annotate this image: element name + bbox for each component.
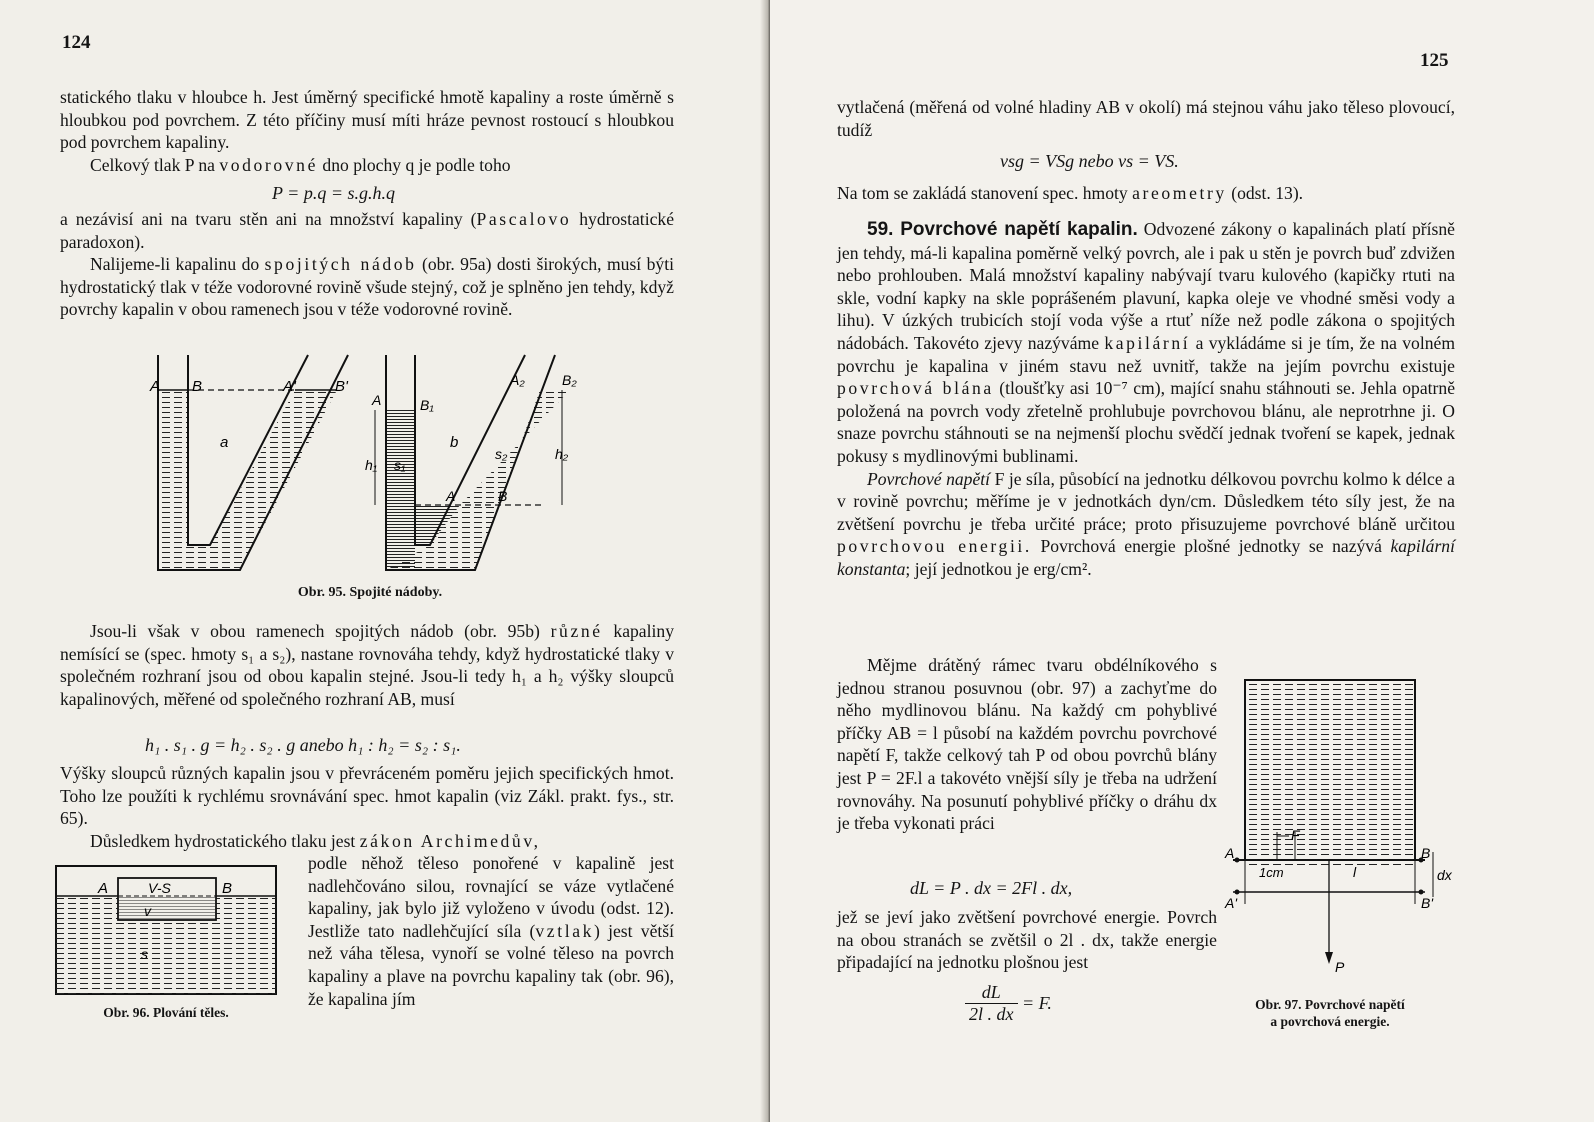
left-text-lower2: [60, 762, 674, 852]
left-page: [0, 0, 770, 1122]
right-text-bottom: jež se jeví jako zvětšení povrchové energie. Povrch na obou stranách se zvětšil o 2l . dx, takže energie připadající na jednotku plošnou jest: [837, 907, 1217, 973]
label-h1: h₁: [365, 457, 378, 473]
right-page: [770, 0, 1594, 1122]
label-F: F: [1291, 827, 1300, 843]
label-B2: B₂: [562, 372, 577, 388]
label-s1: s₁: [394, 457, 406, 473]
equation-pressure: P = p.q = s.g.h.q: [272, 183, 395, 203]
label-A: A: [150, 378, 161, 395]
left-text-top: [60, 86, 674, 176]
label-h2: h₂: [555, 446, 569, 462]
right-text-wrap: [837, 654, 1217, 835]
section-heading: 59. Povrchové napětí kapalin.: [867, 219, 1138, 240]
left-text-mid: [60, 208, 674, 321]
fraction-rhs: = F.: [1022, 993, 1052, 1013]
paragraph: Důsledkem hydrostatického tlaku jest zákon Archimedův,: [90, 830, 541, 851]
equation-float: vsg = VSg nebo vs = VS.: [1000, 151, 1179, 171]
label-s2: s₂: [495, 446, 508, 462]
figure-95-connected-vessels: [150, 355, 600, 585]
paragraph: Jsou-li však v obou ramenech spojitých nádob (obr. 95b) různé kapaliny nemísící se (spec. hmoty s₁ a s₂), nastane rovnováha tehdy, když hydrostatické tlaky v společném rozhraní jsou od obou kapalin stejné. Jsou-li tedy h₁ a h₂ výšky sloupců kapalinových, měřené od společného rozhraní AB, musí: [60, 621, 674, 709]
figure-96-floating-body: [56, 866, 276, 996]
label-A-prime: A': [1225, 895, 1238, 911]
paragraph: Mějme drátěný rámec tvaru obdélníkového s jednou stranou posuvnou (obr. 97) a zachyťme do něho mydlinovou blánu. Na každý cm pohyblivé příčky AB = l působí na každém povrchu povrchové napětí F, takže celkový tah P od obou povrchů blány jest P = 2F.l a takovéto vnější síly je třeba na udržení rovnováhy. Na posunutí pohyblivé příčky o dráhu dx je třeba vykonati práci: [837, 655, 1217, 834]
right-text-top: vytlačená (měřená od volné hladiny AB v okolí) má stejnou váhu jako těleso plovoucí, tudíž: [837, 97, 1455, 140]
label-B: B: [1421, 845, 1431, 861]
paragraph: Nalijeme-li kapalinu do spojitých nádob (obr. 95a) dosti širokých, musí býti hydrostatický tlak v téže vodorovné rovině všude stejný, což je splněno jen tehdy, když povrchy kapalin v obou ramenech jsou v téže vodorovné rovině.: [60, 254, 674, 320]
figure-97-surface-tension: [1225, 672, 1465, 992]
right-text-2: [837, 182, 1455, 205]
label-A2: A₂: [510, 372, 525, 388]
label-s: s: [141, 946, 148, 962]
label-B-prime: B': [335, 378, 348, 395]
label-B: B: [222, 880, 233, 897]
label-a: a: [220, 434, 229, 451]
label-dx: dx: [1437, 867, 1452, 883]
right-text-section: [837, 218, 1455, 581]
label-A-interface: A: [446, 488, 456, 504]
paragraph: Celkový tlak P na vodorovné dno plochy q je podle toho: [90, 154, 511, 175]
label-A-prime: A': [283, 378, 296, 395]
figure-95-caption: Obr. 95. Spojité nádoby.: [297, 585, 443, 600]
equation-fraction: [965, 982, 1052, 1025]
label-l: l: [1353, 864, 1357, 880]
equation-work: dL = P . dx = 2Fl . dx,: [910, 878, 1073, 898]
fraction-denominator: 2l . dx: [969, 1004, 1014, 1024]
page-number-left: 124: [62, 32, 91, 53]
label-P: P: [1335, 959, 1345, 975]
label-B: B: [192, 378, 203, 395]
paragraph: 59. Povrchové napětí kapalin. Odvozené zákony o kapalinách platí přísně jen tehdy, má-li kapalina poměrně velký povrch, ale i pak u stěn je povrch buď zdvižen nebo prohlouben. Malá množství kapaliny nabývají tvaru kulového (kapičky rtuti na skle, vodní kapky na skle poprášeném plavuní, kapka oleje ve vhodné směsi vody a lihu). V úzkých trubicích stojí voda výše a rtuť níže než podle zákona o spojitých nádobách. Takovéto zjevy nazýváme kapilární a vykládáme si je tím, že na volném povrchu je kapalina v jiném stavu než uvnitř, takže na jejím povrchu existuje povrchová blána (tloušťky asi 10⁻⁷ cm), mající snahu stáhnouti se. Jehla opatrně položená na povrch vody zřetelně prohlubuje povrchovou blánu, ale neprotrhne ji. O snaze povrchu stáhnouti se na nejmenší plochu svědčí jednak tvoření se kapek, jednak pokusy s mydlinovými bublinami.: [837, 219, 1456, 466]
left-text-lower: [60, 620, 674, 710]
label-B1: B₁: [420, 397, 434, 413]
label-B-prime: B': [1421, 895, 1434, 911]
page-number-right: 125: [1420, 50, 1449, 71]
figure-96-caption: Obr. 96. Plování těles.: [103, 1005, 229, 1020]
paragraph: Výšky sloupců různých kapalin jsou v převráceném poměru jejich specifických hmot. Toho lze použíti k rychlému srovnávání spec. hmot kapalin (viz Zákl. prakt. fys., str. 65).: [60, 763, 674, 829]
fraction-numerator: dL: [965, 982, 1018, 1004]
label-A: A: [1225, 845, 1235, 861]
figure-97-caption: Obr. 97. Povrchové napětí a povrchová energie.: [1255, 997, 1405, 1029]
label-A-b: A: [372, 392, 382, 408]
label-b: b: [450, 434, 459, 451]
paragraph: podle něhož těleso ponořené v kapalině jest nadlehčováno silou, rovnající se váze vytlačené kapaliny, jak bylo již vyloženo v úvodu (odst. 12). Jestliže tato nadlehčující síla (vztlak) jest větší než váha tělesa, vynoří se volné těleso na povrch kapaliny a plave na povrchu kapaliny tak (obr. 96), že kapalina jím: [308, 853, 674, 1009]
label-v: v: [144, 903, 151, 919]
equation-heights: h₁ . s₁ . g = h₂ . s₂ . g anebo h₁ : h₂ = s₂ : s₁.: [145, 735, 461, 755]
label-1cm: 1cm: [1259, 865, 1284, 880]
label-VS: V-S: [148, 880, 171, 896]
paragraph: Na tom se zakládá stanovení spec. hmoty areometry (odst. 13).: [837, 183, 1304, 203]
paragraph: statického tlaku v hloubce h. Jest úměrný specifické hmotě kapaliny a roste úměrně s hloubkou pod povrchem. Z této příčiny musí míti hráze pevnost rostoucí s hloubkou pod povrchem kapaliny.: [60, 87, 674, 153]
label-B-interface: B: [498, 488, 508, 504]
label-A: A: [98, 880, 109, 897]
left-text-wrap: [308, 852, 674, 1010]
paragraph: a nezávisí ani na tvaru stěn ani na množství kapaliny (Pascalovo hydrostatické paradoxon).: [60, 209, 674, 252]
paragraph: Povrchové napětí F je síla, působící na jednotku délkovou povrchu kolmo k délce a v rovině povrchu; měříme je v jednotkách dyn/cm. Důsledkem této síly jest, že na zvětšení povrchu je třeba určité práce; proto přisuzujeme povrchové bláně určitou povrchovou energii. Povrchová energie plošné jednotky se nazývá kapilární konstanta; její jednotkou je erg/cm².: [837, 468, 1455, 579]
